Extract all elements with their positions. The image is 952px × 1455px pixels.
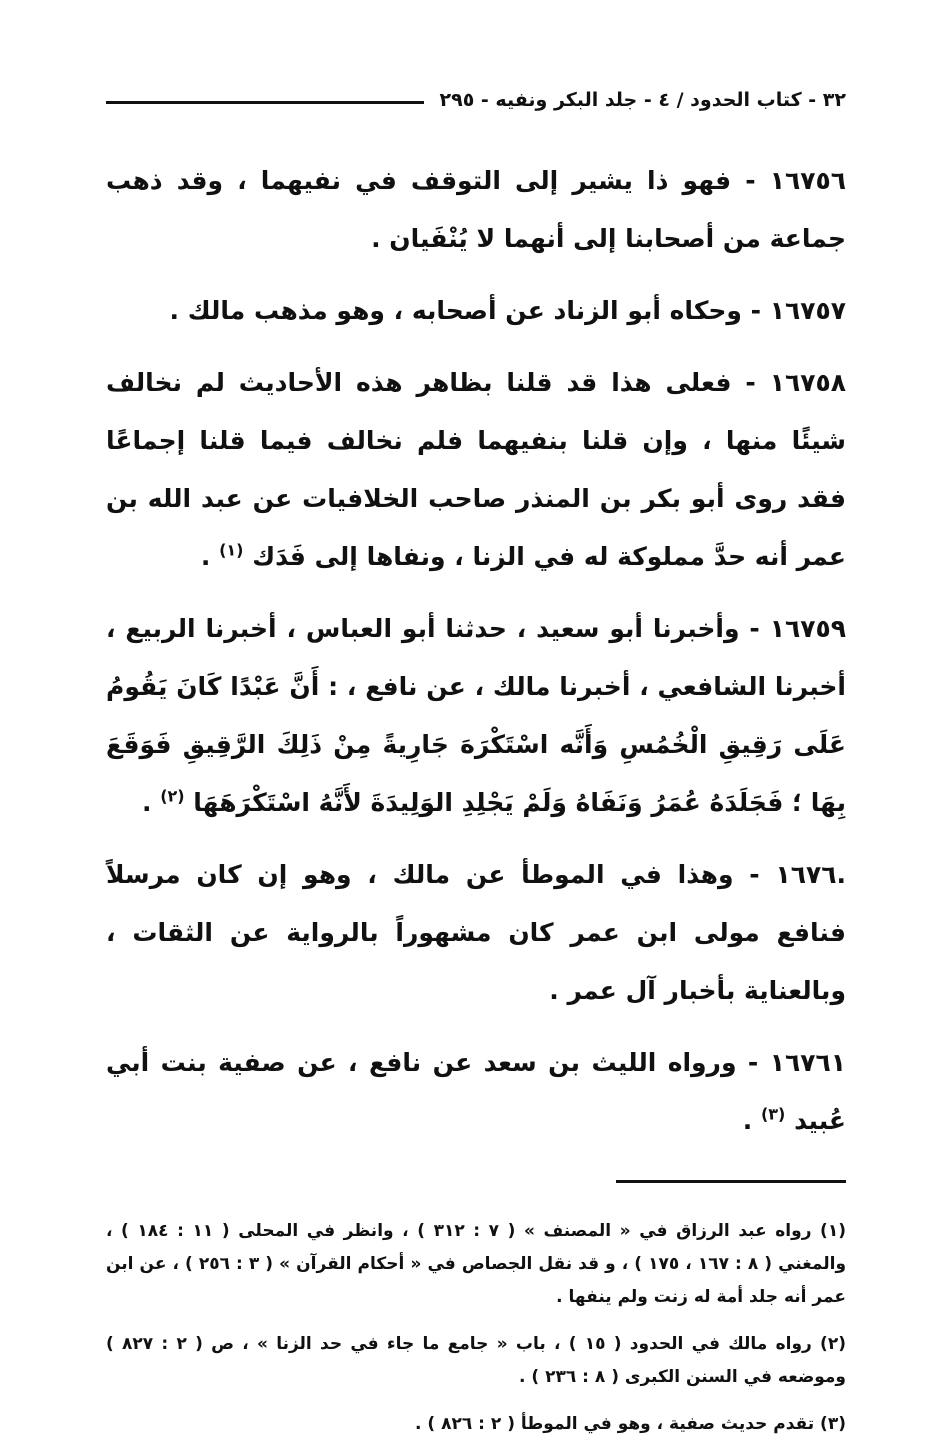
footnote-reference-1[interactable]: (١) <box>219 540 244 560</box>
paragraph-16760 <box>106 846 846 1020</box>
paragraph-end: . <box>141 788 161 817</box>
footnote-reference-2[interactable]: (٢) <box>160 786 185 806</box>
footnote-reference-3[interactable]: (٣) <box>760 1104 786 1124</box>
paragraph-text: .١٦٧٦ - وهذا في الموطأ عن مالك ، وهو إن كان مرسلاً فنافع مولى ابن عمر كان مشهوراً بالرواية عن الثقات ، وبالعناية بأخبار آل عمر . <box>106 860 846 1005</box>
book-page <box>106 80 846 1455</box>
paragraph-text: ١٦٧٥٩ - وأخبرنا أبو سعيد ، حدثنا أبو العباس ، أخبرنا الربيع ، أخبرنا الشافعي ، أخبرنا مالك ، عن نافع ، : أَنَّ عَبْدًا كَانَ يَقُومُ عَلَى رَقِيقِ الْخُمُسِ وَأَنَّه اسْتَكْرَهَ جَارِيةً مِنْ ذَلِكَ الرَّقِيقِ فَوَقَعَ بِهَا ؛ فَجَلَدَهُ عُمَرُ وَنَفَاهُ وَلَمْ يَجْلِدِ الوَلِيدَةَ لأَنَّهُ اسْتَكْرَهَهَا <box>106 614 846 817</box>
paragraph-text: ١٦٧٥٨ - فعلى هذا قد قلنا بظاهر هذه الأحاديث لم نخالف شيئًا منها ، وإن قلنا بنفيهما فلم نخالف فيما قلنا إجماعًا فقد روى أبو بكر بن المنذر صاحب الخلافيات عن عبد الله بن عمر أنه حدَّ مملوكة له في الزنا ، ونفاها إلى فَدَك <box>106 368 846 571</box>
paragraph-end: . <box>742 1106 761 1135</box>
paragraph-16759 <box>106 600 846 832</box>
footnote-separator <box>616 1180 846 1183</box>
paragraph-end: . <box>200 542 220 571</box>
footnote-1: (١) رواه عبد الرزاق في « المصنف » ( ٧ : ٣١٢ ) ، وانظر في المحلى ( ١١ : ١٨٤ ) ، والمغني ( ٨ : ١٦٧ ، ١٧٥ ) ، و قد نقل الجصاص في « أحكام القرآن » ( ٣ : ٢٥٦ ) ، عن ابن عمر أنه جلد أمة له زنت ولم ينفها . <box>106 1221 847 1307</box>
paragraph-text: ١٦٧٦١ - ورواه الليث بن سعد عن نافع ، عن صفية بنت أبي عُبيد <box>106 1048 846 1135</box>
paragraph-16757 <box>106 282 846 340</box>
header-rule <box>106 101 424 104</box>
running-header <box>106 80 846 120</box>
paragraph-16761 <box>106 1034 846 1150</box>
paragraph-text: ١٦٧٥٦ - فهو ذا يشير إلى التوقف في نفيهما ، وقد ذهب جماعة من أصحابنا إلى أنهما لا يُنْفَيان . <box>106 166 846 253</box>
main-text <box>106 152 846 1150</box>
footnote-3: (٣) تقدم حديث صفية ، وهو في الموطأ ( ٢ : ٨٢٦ ) . <box>415 1414 846 1434</box>
paragraph-16758 <box>106 354 846 586</box>
paragraph-text: ١٦٧٥٧ - وحكاه أبو الزناد عن أصحابه ، وهو مذهب مالك . <box>169 296 846 325</box>
running-header-title: ٣٢ - كتاب الحدود / ٤ - جلد البكر ونفيه - ٢٩٥ <box>439 89 846 111</box>
footnote-2: (٢) رواه مالك في الحدود ( ١٥ ) ، باب « جامع ما جاء في حد الزنا » ، ص ( ٢ : ٨٢٧ ) وموضعه في السنن الكبرى ( ٨ : ٢٣٦ ) . <box>106 1334 846 1387</box>
footnotes <box>106 1215 846 1441</box>
paragraph-16756 <box>106 152 846 268</box>
